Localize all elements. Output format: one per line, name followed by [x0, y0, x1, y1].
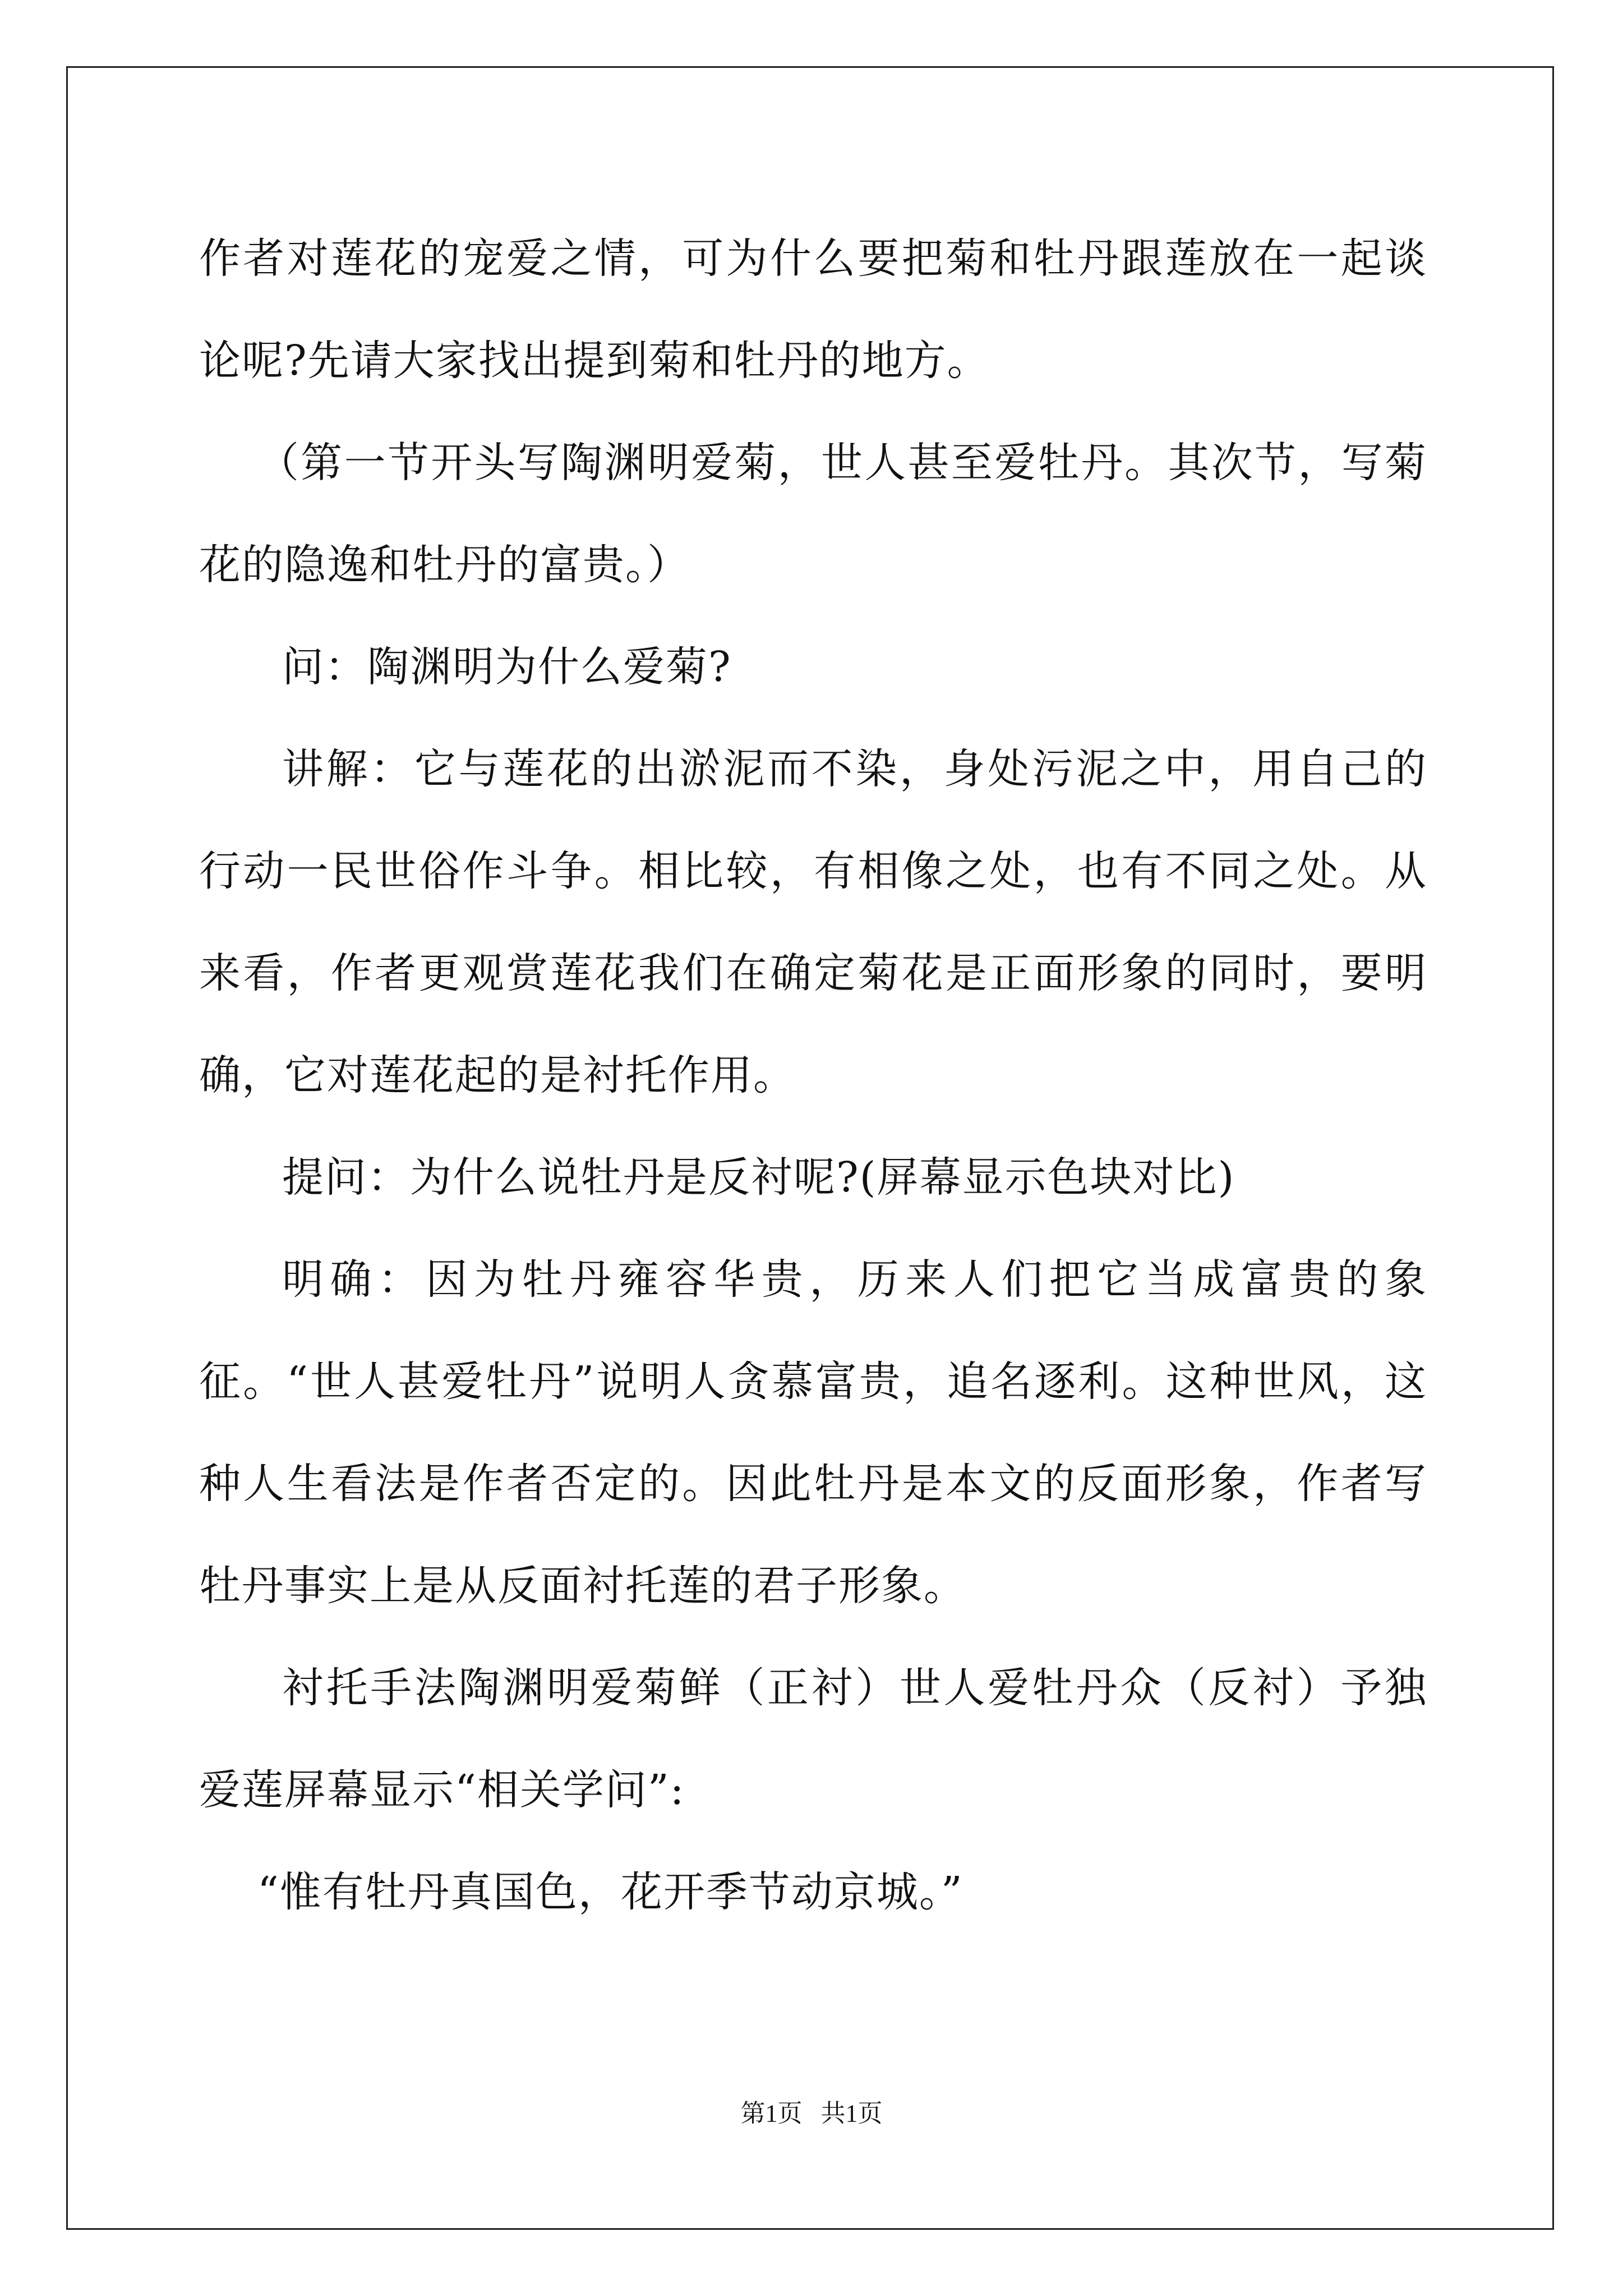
- page-total: 共1页: [820, 2100, 883, 2127]
- document-body: [199, 208, 1427, 1943]
- page-footer: [0, 2097, 1623, 2131]
- paragraph-6: 明确：因为牡丹雍容华贵，历来人们把它当成富贵的象征。“世人甚爱牡丹”说明人贪慕富贵，追名逐利。这种世风，这种人生看法是作者否定的。因此牡丹是本文的反面形象，作者写牡丹事实上是从反面衬托莲的君子形象。: [199, 1255, 1427, 1610]
- page-number: 第1页: [740, 2100, 803, 2127]
- paragraph-8: “惟有牡丹真国色，花开季节动京城。”: [257, 1868, 963, 1916]
- paragraph-2: （第一节开头写陶渊明爱菊，世人甚至爱牡丹。其次节，写菊花的隐逸和牡丹的富贵。）: [199, 439, 1427, 589]
- paragraph-4: 讲解：它与莲花的出淤泥而不染，身处污泥之中，用自己的行动一民世俗作斗争。相比较，有相像之处，也有不同之处。从来看，作者更观赏莲花我们在确定菊花是正面形象的同时，要明确，它对莲花起的是衬托作用。: [199, 745, 1427, 1099]
- paragraph-1: 作者对莲花的宠爱之情，可为什么要把菊和牡丹跟莲放在一起谈论呢?先请大家找出提到菊和牡丹的地方。: [199, 234, 1427, 385]
- paragraph-3: 问：陶渊明为什么爱菊?: [282, 643, 732, 691]
- paragraph-5: 提问：为什么说牡丹是反衬呢?(屏幕显示色块对比): [282, 1153, 1235, 1202]
- paragraph-7: 衬托手法陶渊明爱菊鲜（正衬）世人爱牡丹众（反衬）予独爱莲屏幕显示“相关学问”:: [199, 1664, 1427, 1814]
